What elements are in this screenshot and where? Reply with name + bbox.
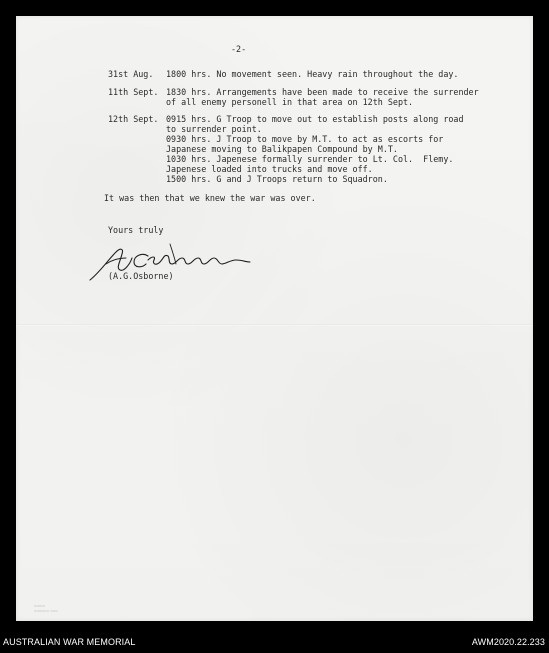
institution-caption: AUSTRALIAN WAR MEMORIAL: [3, 637, 136, 647]
closing-statement: It was then that we knew the war was over.: [104, 193, 316, 203]
paper-fold: [16, 324, 533, 326]
entry-line: to surrender point.: [166, 124, 262, 134]
entry-line: 1030 hrs. Japenese formally surrender to Lt. Col. Flemy.: [166, 154, 454, 164]
accession-number: AWM2020.22.233: [471, 637, 545, 647]
entry-line: of all enemy personell in that area on 12th Sept.: [166, 97, 414, 107]
entry-line: Japenese loaded into trucks and move off.: [166, 164, 373, 174]
faint-stamp-mark: ▭▭▭ ▭▭▭▭ ▭▭: [34, 603, 58, 613]
entry-date: 31st Aug.: [108, 69, 154, 79]
valediction: Yours truly: [108, 225, 164, 235]
entry-line: 0915 hrs. G Troop to move out to establish posts along road: [166, 114, 464, 124]
signature-name: (A.G.Osborne): [108, 271, 174, 281]
entry-date: 11th Sept.: [108, 87, 159, 97]
entry-line: Japanese moving to Balikpapen Compound by M.T.: [166, 144, 398, 154]
entry-line: 0930 hrs. J Troop to move by M.T. to act as escorts for: [166, 134, 444, 144]
letter-page: [16, 16, 533, 621]
page-number: -2-: [231, 44, 247, 54]
entry-date: 12th Sept.: [108, 114, 159, 124]
entry-line: 1830 hrs. Arrangements have been made to receive the surrender: [166, 87, 479, 97]
entry-line: 1800 hrs. No movement seen. Heavy rain throughout the day.: [166, 69, 459, 79]
entry-line: 1500 hrs. G and J Troops return to Squadron.: [166, 174, 388, 184]
